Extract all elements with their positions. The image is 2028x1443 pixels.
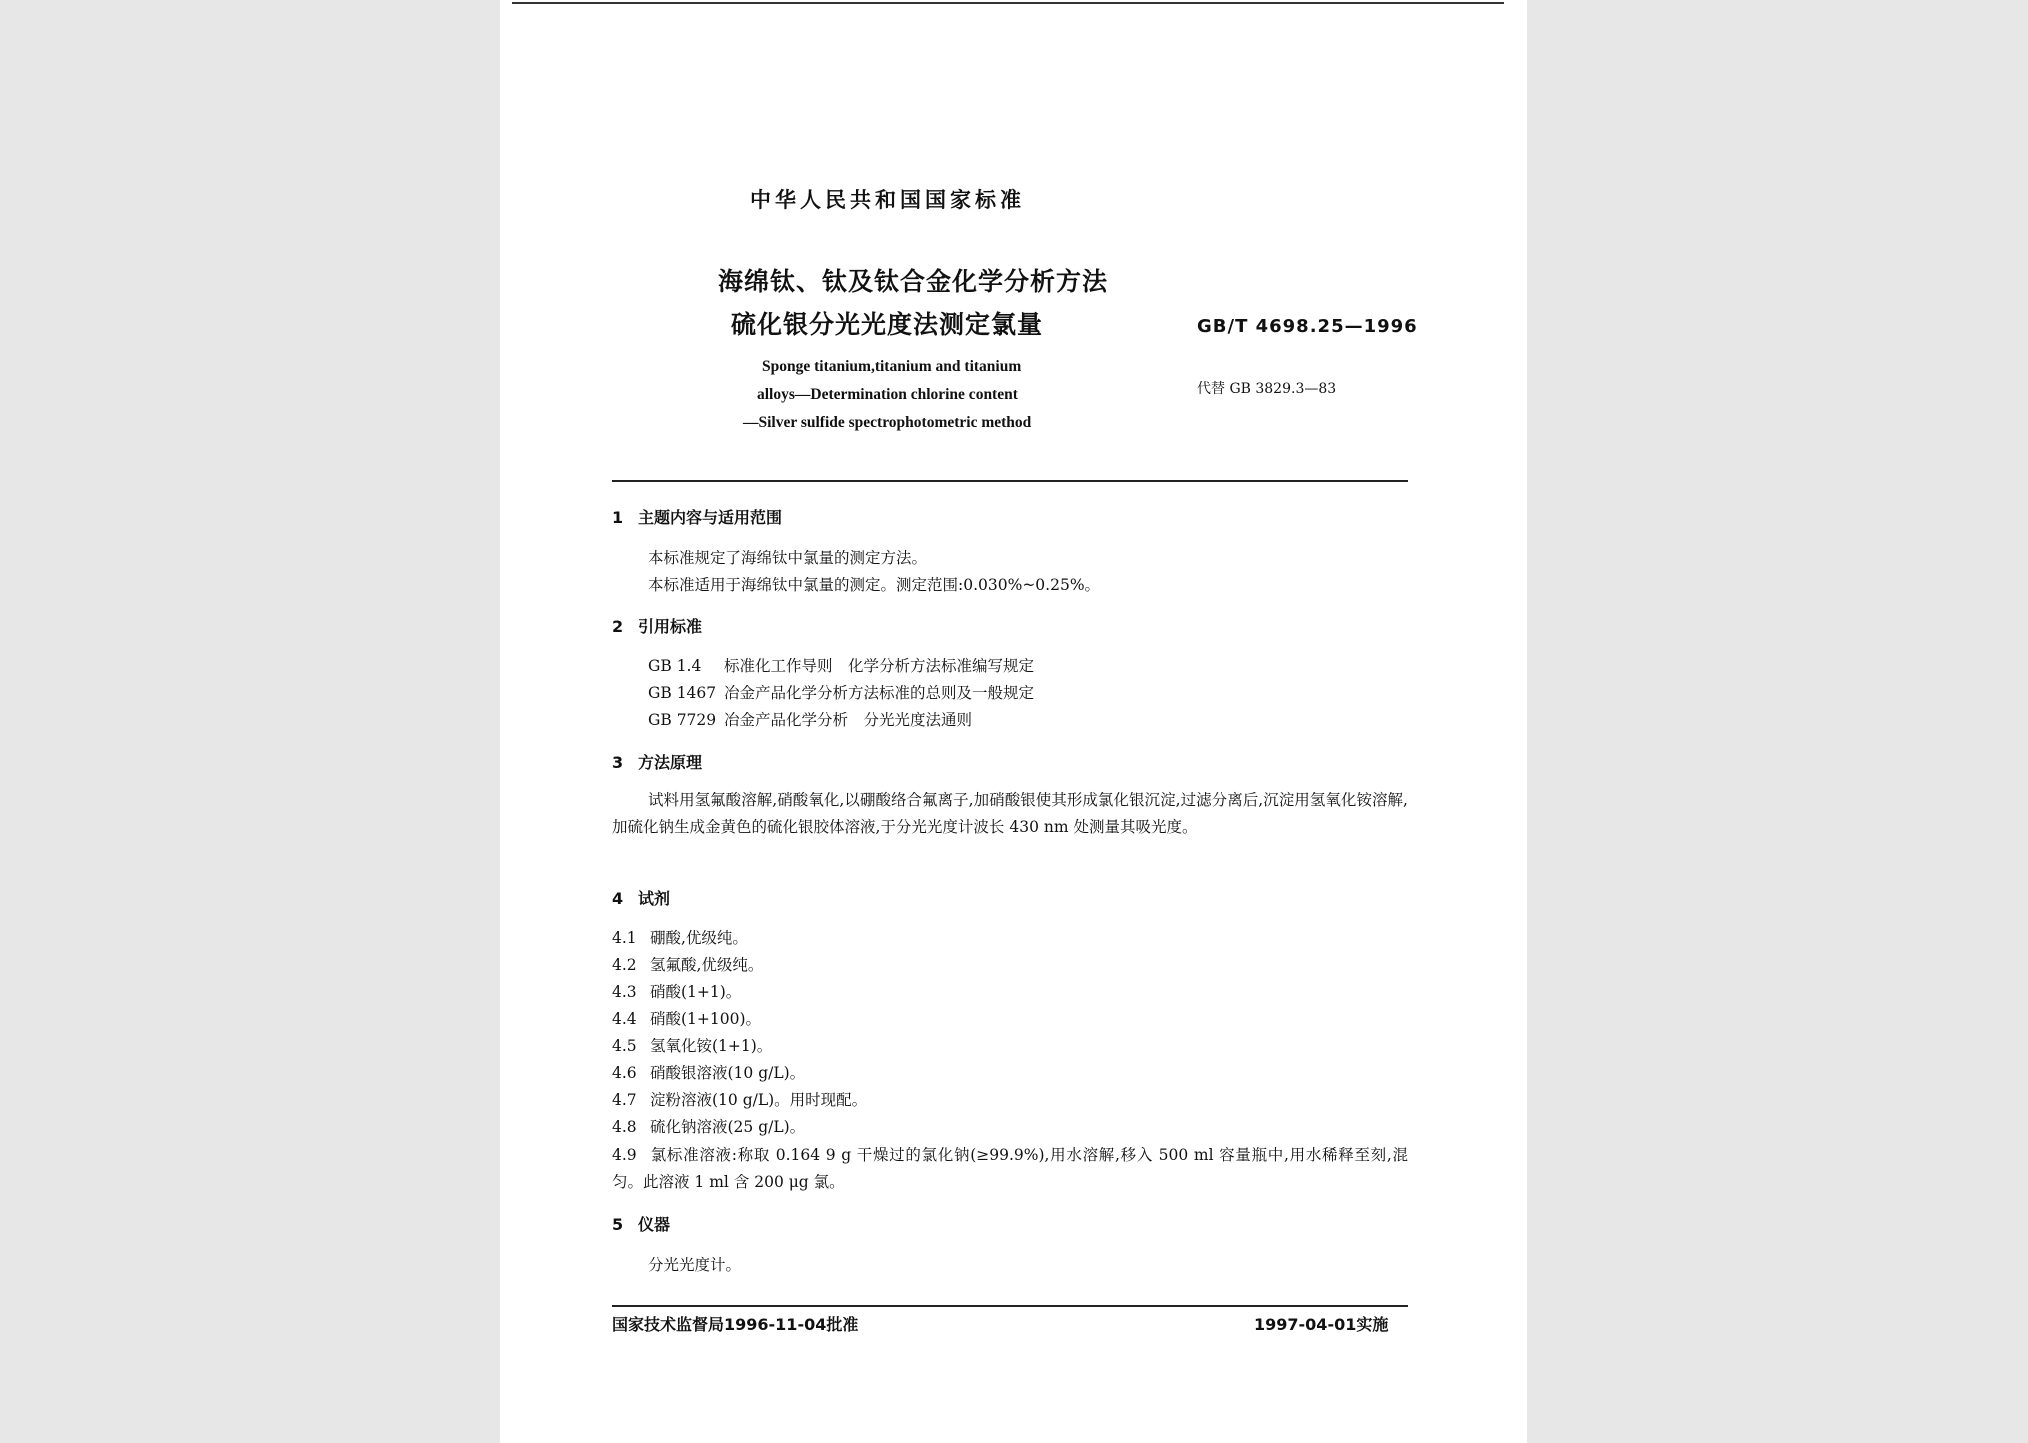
item-number: 4.2 — [612, 956, 637, 974]
section-title: 试剂 — [638, 889, 671, 908]
document-page — [500, 0, 1527, 1443]
implementation-date: 1997-04-01实施 — [1254, 1315, 1389, 1334]
item-number: 4.7 — [612, 1091, 637, 1109]
page-top-border — [512, 2, 1504, 4]
section-number: 4 — [612, 889, 624, 908]
item-text: 硼酸,优级纯。 — [650, 929, 748, 947]
header-divider — [612, 480, 1408, 482]
reagent-item — [612, 953, 763, 975]
standard-number: GB/T 4698.25—1996 — [1197, 316, 1418, 337]
item-number: 4.3 — [612, 983, 637, 1001]
body-line: 分光光度计。 — [648, 1256, 742, 1274]
item-text: 硝酸(1+1)。 — [650, 983, 742, 1001]
section-title: 方法原理 — [638, 753, 703, 772]
item-number: 4.4 — [612, 1010, 637, 1028]
approval-date: 国家技术监督局1996-11-04批准 — [612, 1315, 859, 1334]
section-title: 仪器 — [638, 1215, 671, 1234]
nation-standard-heading: 中华人民共和国国家标准 — [750, 188, 1025, 212]
english-title-line1: Sponge titanium,titanium and titanium — [762, 358, 1022, 375]
reference-text: 冶金产品化学分析 分光光度法通则 — [724, 711, 973, 729]
english-title-line2: alloys—Determination chlorine content — [757, 386, 1018, 403]
item-number: 4.1 — [612, 929, 637, 947]
reference-code: GB 1467 — [648, 684, 717, 702]
section-title: 主题内容与适用范围 — [638, 508, 783, 527]
reference-item — [648, 681, 1034, 703]
section-title: 引用标准 — [638, 617, 703, 636]
item-number: 4.6 — [612, 1064, 637, 1082]
section-heading — [612, 886, 670, 909]
reference-text: 标准化工作导则 化学分析方法标准编写规定 — [724, 657, 1035, 675]
item-text: 氢氧化铵(1+1)。 — [650, 1037, 773, 1055]
standard-title-line2: 硫化银分光光度法测定氯量 — [731, 310, 1044, 339]
reagent-item — [612, 1142, 1408, 1196]
reagent-item — [612, 1088, 867, 1110]
section-heading — [612, 750, 702, 773]
section-number: 1 — [612, 508, 624, 527]
reagent-item — [612, 980, 741, 1002]
body-line: 本标准适用于海绵钛中氯量的测定。测定范围:0.030%~0.25%。 — [648, 576, 1101, 594]
item-text: 氯标准溶液:称取 0.164 9 g 干燥过的氯化钠(≥99.9%),用水溶解,移入 500 ml 容量瓶中,用水稀释至刻,混匀。此溶液 1 ml 含 200 μg 氯。 — [612, 1146, 1408, 1191]
reference-code: GB 1.4 — [648, 657, 702, 675]
footer-divider — [612, 1305, 1408, 1307]
reference-text: 冶金产品化学分析方法标准的总则及一般规定 — [724, 684, 1035, 702]
reagent-item — [612, 1034, 772, 1056]
english-title-line3: —Silver sulfide spectrophotometric method — [743, 414, 1032, 431]
section-heading — [612, 505, 782, 528]
item-text: 硝酸银溶液(10 g/L)。 — [650, 1064, 806, 1082]
item-number: 4.9 — [612, 1146, 637, 1164]
item-number: 4.5 — [612, 1037, 637, 1055]
item-text: 氢氟酸,优级纯。 — [650, 956, 764, 974]
section-heading — [612, 614, 702, 637]
reference-code: GB 7729 — [648, 711, 717, 729]
reagent-item — [612, 1007, 761, 1029]
reagent-item — [612, 1115, 805, 1137]
reference-item — [648, 654, 1034, 676]
item-text: 硝酸(1+100)。 — [650, 1010, 762, 1028]
item-text: 淀粉溶液(10 g/L)。用时现配。 — [650, 1091, 868, 1109]
item-number: 4.8 — [612, 1118, 637, 1136]
standard-title-line1: 海绵钛、钛及钛合金化学分析方法 — [718, 267, 1109, 296]
reagent-item — [612, 926, 748, 948]
reference-item — [648, 708, 972, 730]
section-number: 2 — [612, 617, 624, 636]
body-line: 本标准规定了海绵钛中氯量的测定方法。 — [648, 549, 928, 567]
section-number: 3 — [612, 753, 624, 772]
reagent-item — [612, 1061, 805, 1083]
section-number: 5 — [612, 1215, 624, 1234]
replaces-note: 代替 GB 3829.3—83 — [1197, 381, 1337, 397]
section-heading — [612, 1212, 670, 1235]
item-text: 硫化钠溶液(25 g/L)。 — [650, 1118, 806, 1136]
principle-paragraph: 试料用氢氟酸溶解,硝酸氧化,以硼酸络合氟离子,加硝酸银使其形成氯化银沉淀,过滤分离后,沉淀用氢氧化铵溶解,加硫化钠生成金黄色的硫化银胶体溶液,于分光光度计波长 430 nm 处测量其吸光度。 — [612, 791, 1408, 836]
